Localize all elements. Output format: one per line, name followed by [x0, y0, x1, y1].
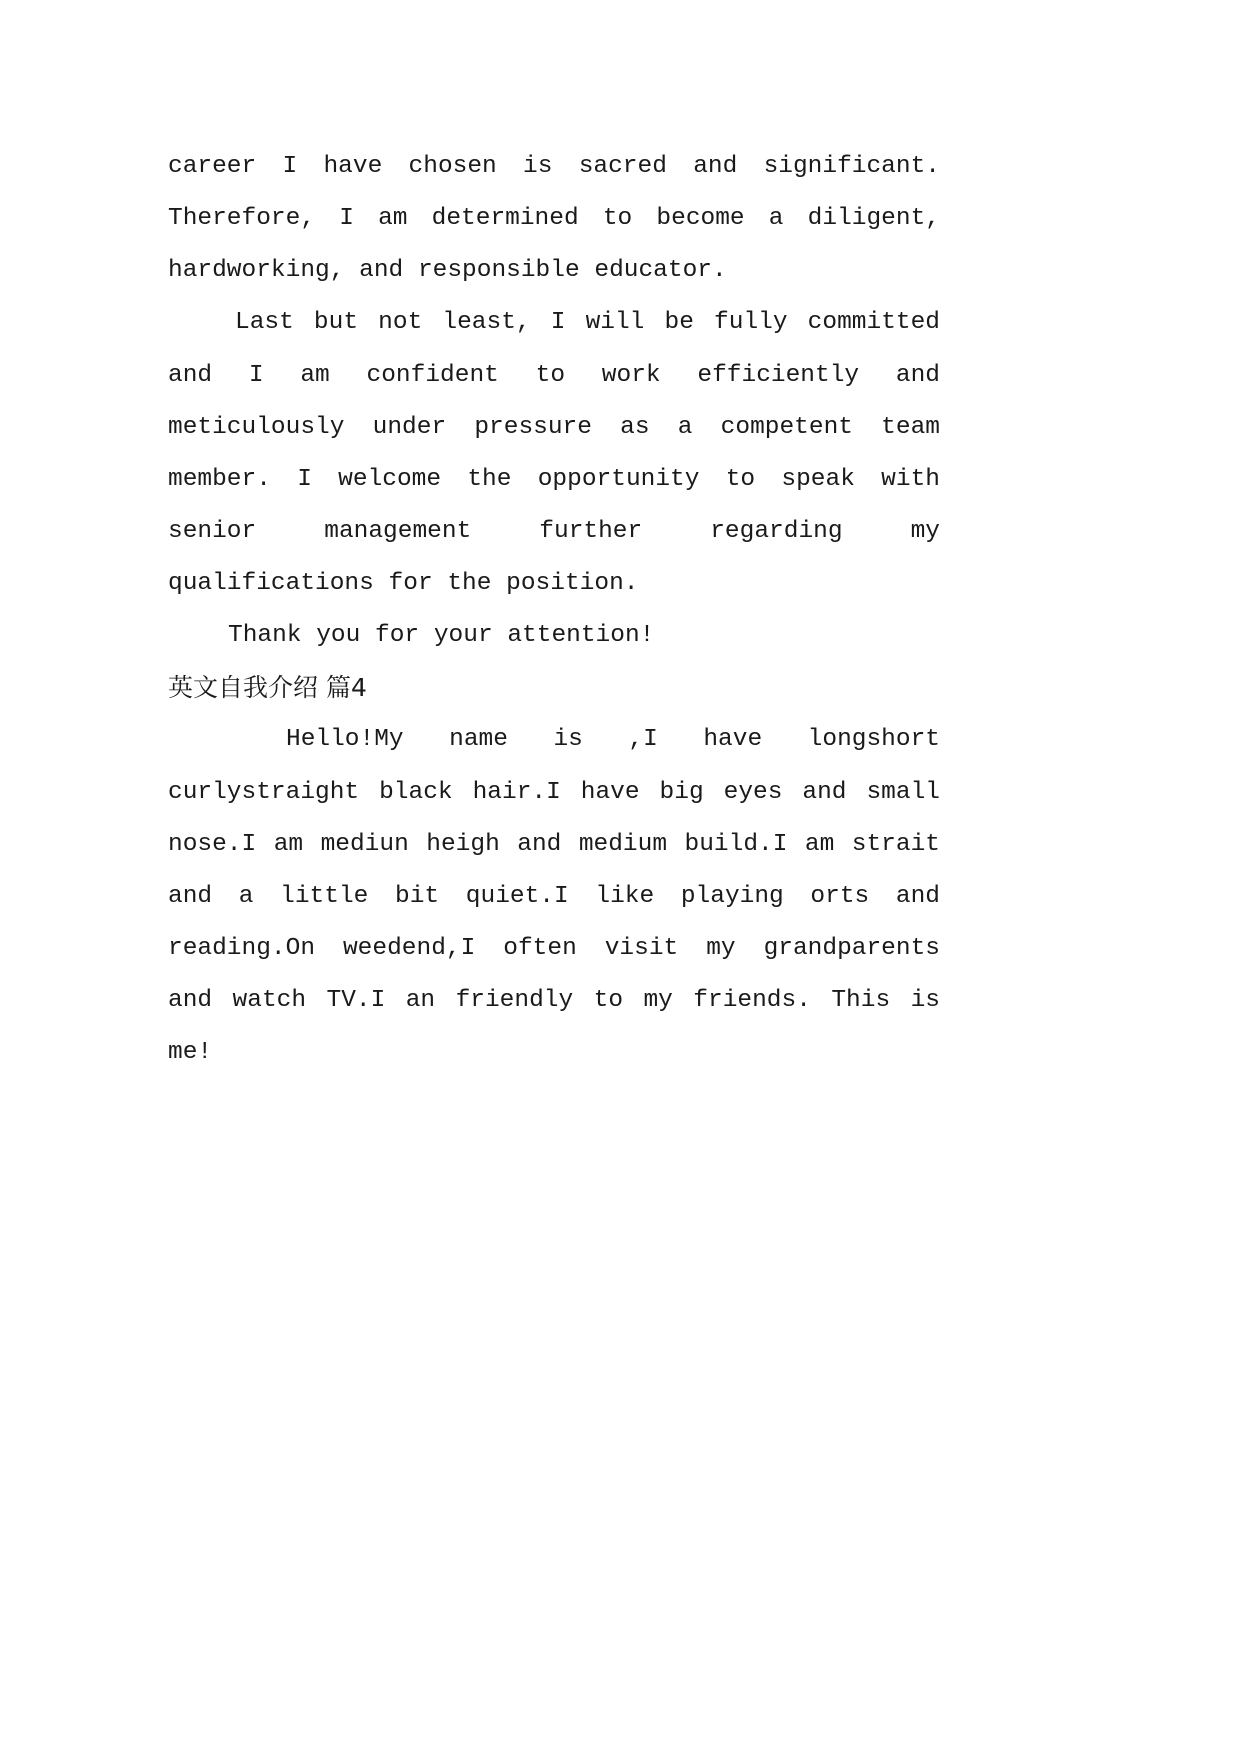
section-heading: 英文自我介绍 篇4	[168, 673, 367, 702]
paragraph-line: and I am confident to work efficiently and	[168, 362, 940, 389]
paragraph-line: hardworking, and responsible educator.	[168, 257, 727, 284]
paragraph-line: and a little bit quiet.I like playing orts and	[168, 883, 940, 910]
paragraph-line: Therefore, I am determined to become a diligent,	[168, 205, 940, 232]
paragraph-line: nose.I am mediun heigh and medium build.I am strait	[168, 831, 940, 858]
paragraph-line: Hello!My name is ,I have longshort	[286, 726, 940, 753]
closing-line: Thank you for your attention!	[228, 622, 655, 649]
paragraph-line: me!	[168, 1039, 213, 1066]
paragraph-line: career I have chosen is sacred and significant.	[168, 153, 940, 180]
paragraph-line: senior management further regarding my	[168, 518, 940, 545]
paragraph-line: and watch TV.I an friendly to my friends. This is	[168, 987, 940, 1014]
paragraph-line: member. I welcome the opportunity to speak with	[168, 466, 940, 493]
paragraph-line: Last but not least, I will be fully committed	[235, 309, 940, 336]
paragraph-line: curlystraight black hair.I have big eyes and small	[168, 779, 940, 806]
paragraph-line: qualifications for the position.	[168, 570, 639, 597]
paragraph-line: meticulously under pressure as a competent team	[168, 414, 940, 441]
paragraph-line: reading.On weedend,I often visit my grandparents	[168, 935, 940, 962]
